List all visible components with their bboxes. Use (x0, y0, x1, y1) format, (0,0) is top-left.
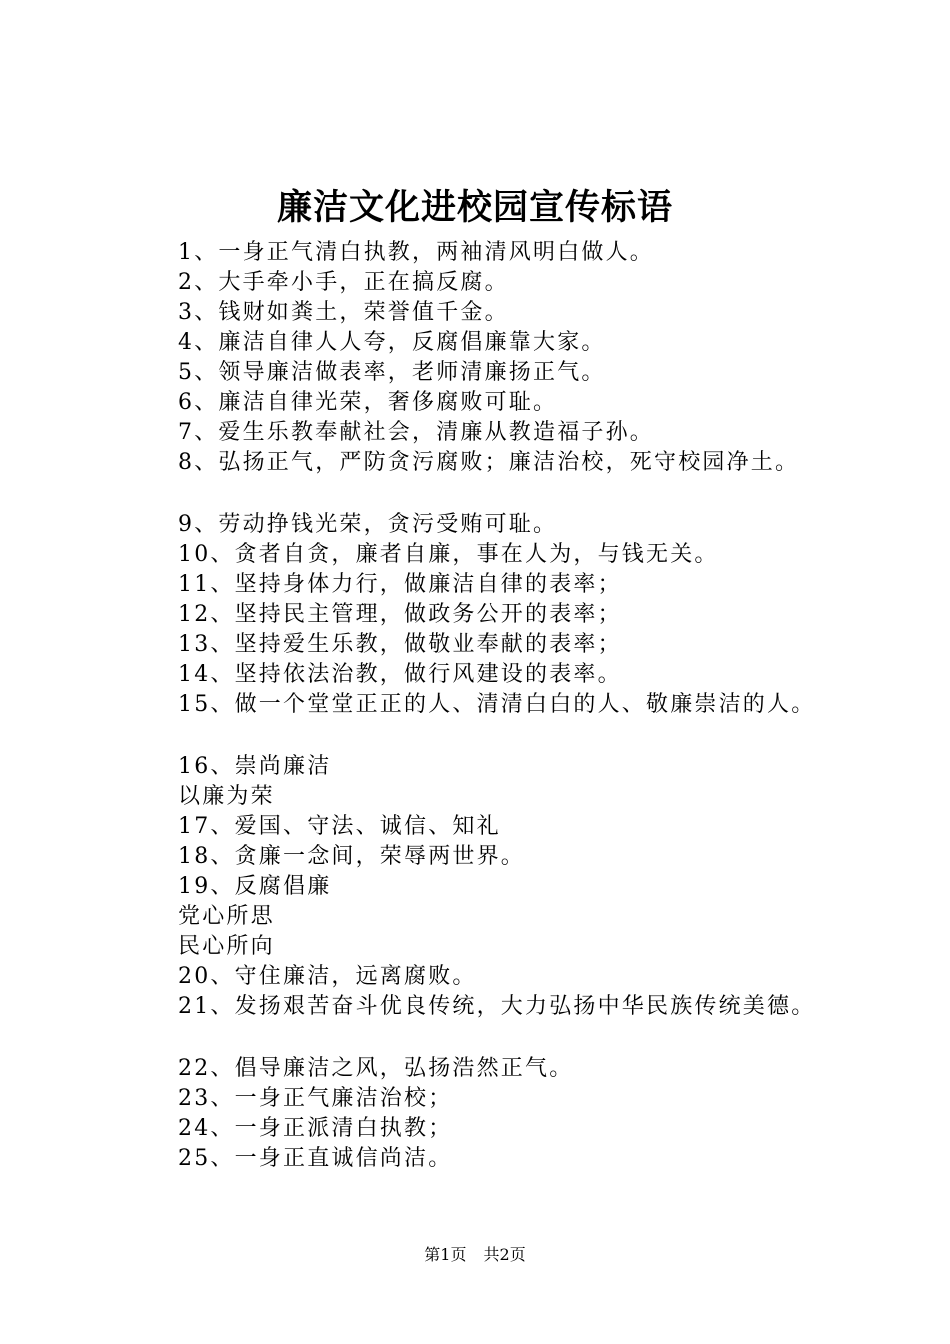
page-total: 共2页 (483, 1245, 526, 1264)
slogan-line-14: 14、坚持依法治教，做行风建设的表率。 (178, 662, 622, 687)
slogan-line-8: 8、弘扬正气，严防贪污腐败；廉洁治校，死守校园净土。 (178, 450, 800, 475)
slogan-line-15: 15、做一个堂堂正正的人、清清白白的人、敬廉崇洁的人。 (178, 692, 816, 717)
slogan-line-19-continued-b: 民心所向 (178, 934, 275, 959)
slogan-line-3: 3、钱财如粪土，荣誉值千金。 (178, 300, 509, 325)
page-footer (0, 1244, 950, 1266)
slogan-line-12: 12、坚持民主管理，做政务公开的表率； (178, 602, 622, 627)
page-number: 第1页 (424, 1245, 467, 1264)
slogan-line-9: 9、劳动挣钱光荣，贪污受贿可耻。 (178, 512, 558, 537)
slogan-line-5: 5、领导廉洁做表率，老师清廉扬正气。 (178, 360, 606, 385)
slogan-line-16-continued: 以廉为荣 (178, 784, 275, 809)
slogan-line-1: 1、一身正气清白执教，两袖清风明白做人。 (178, 240, 654, 265)
slogan-list (178, 238, 878, 1174)
document-title: 廉洁文化进校园宣传标语 (276, 187, 673, 228)
slogan-line-7: 7、爱生乐教奉献社会，清廉从教造福子孙。 (178, 420, 654, 445)
slogan-line-16: 16、崇尚廉洁 (178, 754, 332, 779)
slogan-line-11: 11、坚持身体力行，做廉洁自律的表率； (178, 572, 622, 597)
slogan-line-22: 22、倡导廉洁之风，弘扬浩然正气。 (178, 1056, 574, 1081)
slogan-line-20: 20、守住廉洁，远离腐败。 (178, 964, 477, 989)
slogan-line-23: 23、一身正气廉洁治校； (178, 1086, 453, 1111)
slogan-line-2: 2、大手牵小手，正在搞反腐。 (178, 270, 509, 295)
slogan-line-18: 18、贪廉一念间，荣辱两世界。 (178, 844, 525, 869)
slogan-line-21: 21、发扬艰苦奋斗优良传统，大力弘扬中华民族传统美德。 (178, 994, 816, 1019)
slogan-line-25: 25、一身正直诚信尚洁。 (178, 1146, 453, 1171)
slogan-line-13: 13、坚持爱生乐教，做敬业奉献的表率； (178, 632, 622, 657)
slogan-line-4: 4、廉洁自律人人夸，反腐倡廉靠大家。 (178, 330, 606, 355)
slogan-line-17: 17、爱国、守法、诚信、知礼 (178, 814, 501, 839)
slogan-line-24: 24、一身正派清白执教； (178, 1116, 453, 1141)
slogan-line-6: 6、廉洁自律光荣，奢侈腐败可耻。 (178, 390, 558, 415)
slogan-line-19: 19、反腐倡廉 (178, 874, 332, 899)
slogan-line-10: 10、贪者自贪，廉者自廉，事在人为，与钱无关。 (178, 542, 719, 567)
slogan-line-19-continued-a: 党心所思 (178, 904, 275, 929)
